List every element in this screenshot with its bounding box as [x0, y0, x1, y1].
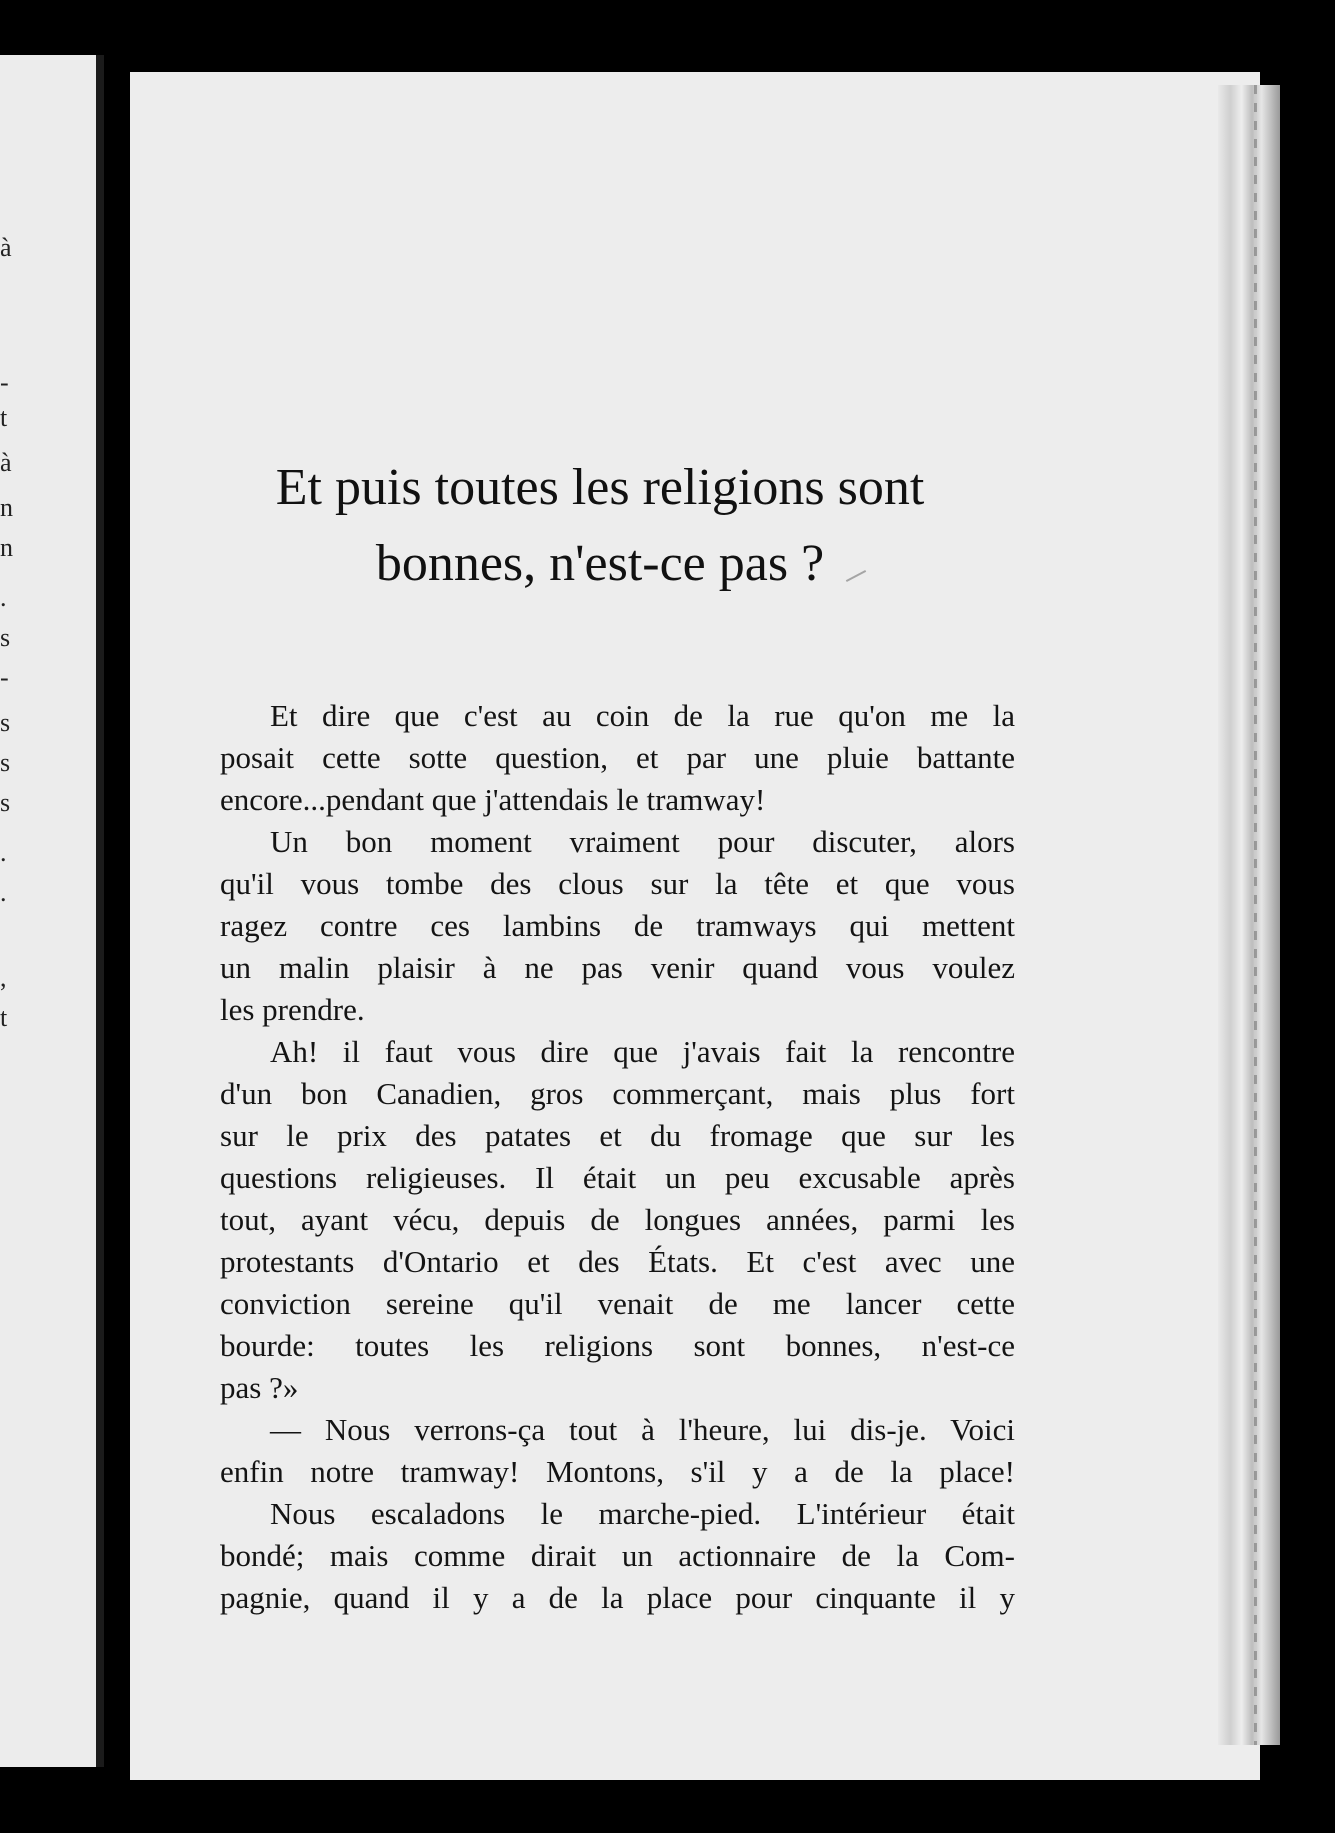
text-line: Ah! il faut vous dire que j'avais fait la rencontre — [270, 1034, 1015, 1069]
left-page-fragment: n — [0, 533, 13, 562]
left-page-fragment: s — [0, 708, 11, 737]
left-page-fragment: à — [0, 448, 12, 477]
body-text — [220, 695, 1015, 1619]
left-page-fragment: n — [0, 493, 13, 522]
left-page-fragment: s — [0, 748, 11, 777]
chapter-title-line: Et puis toutes les religions sont — [275, 459, 925, 516]
text-line: sur le prix des patates et du fromage que sur les — [220, 1118, 1015, 1153]
text-line: qu'il vous tombe des clous sur la tête et que vous — [220, 866, 1015, 901]
text-line: enfin notre tramway! Montons, s'il y a de la place! — [220, 1454, 1015, 1489]
left-page-fragment: , — [0, 963, 7, 992]
text-line: pagnie, quand il y a de la place pour cinquante il y — [220, 1580, 1015, 1615]
left-page-fragment: t — [0, 403, 8, 432]
text-line: ragez contre ces lambins de tramways qui mettent — [220, 908, 1015, 943]
text-line: pas ?» — [220, 1370, 299, 1405]
text-line: bondé; mais comme dirait un actionnaire de la Com- — [220, 1538, 1015, 1573]
text-line: d'un bon Canadien, gros commerçant, mais plus fort — [220, 1076, 1015, 1111]
text-line: questions religieuses. Il était un peu excusable après — [220, 1160, 1015, 1195]
chapter-title — [130, 450, 1070, 602]
left-page-fragment: - — [0, 663, 9, 692]
left-page-fragment: . — [0, 583, 7, 612]
left-page-fragment: . — [0, 878, 7, 907]
page-edge — [1218, 85, 1280, 1745]
text-line: bourde: toutes les religions sont bonnes, n'est-ce — [220, 1328, 1015, 1363]
left-page-fragment: . — [0, 838, 7, 867]
left-page-fragment: s — [0, 788, 11, 817]
text-line: Nous escaladons le marche-pied. L'intérieur était — [270, 1496, 1015, 1531]
text-line: Un bon moment vraiment pour discuter, alors — [270, 824, 1015, 859]
text-line: encore...pendant que j'attendais le tramway! — [220, 782, 766, 817]
text-line: protestants d'Ontario et des États. Et c'est avec une — [220, 1244, 1015, 1279]
left-page-text-fragments — [0, 55, 40, 1767]
left-page-fragment: - — [0, 368, 9, 397]
left-page-fragment: t — [0, 1003, 8, 1032]
text-line: un malin plaisir à ne pas venir quand vous voulez — [220, 950, 1015, 985]
left-page-fragment: s — [0, 623, 11, 652]
text-line: conviction sereine qu'il venait de me lancer cette — [220, 1286, 1015, 1321]
text-line: posait cette sotte question, et par une pluie battante — [220, 740, 1015, 775]
text-line: Et dire que c'est au coin de la rue qu'on me la — [270, 698, 1015, 733]
left-page-fragment: à — [0, 233, 12, 262]
left-page — [0, 55, 104, 1767]
chapter-title-line: bonnes, n'est-ce pas ? — [375, 535, 825, 592]
text-line: — Nous verrons-ça tout à l'heure, lui dis-je. Voici — [270, 1412, 1015, 1447]
text-line: tout, ayant vécu, depuis de longues années, parmi les — [220, 1202, 1015, 1237]
text-line: les prendre. — [220, 992, 365, 1027]
